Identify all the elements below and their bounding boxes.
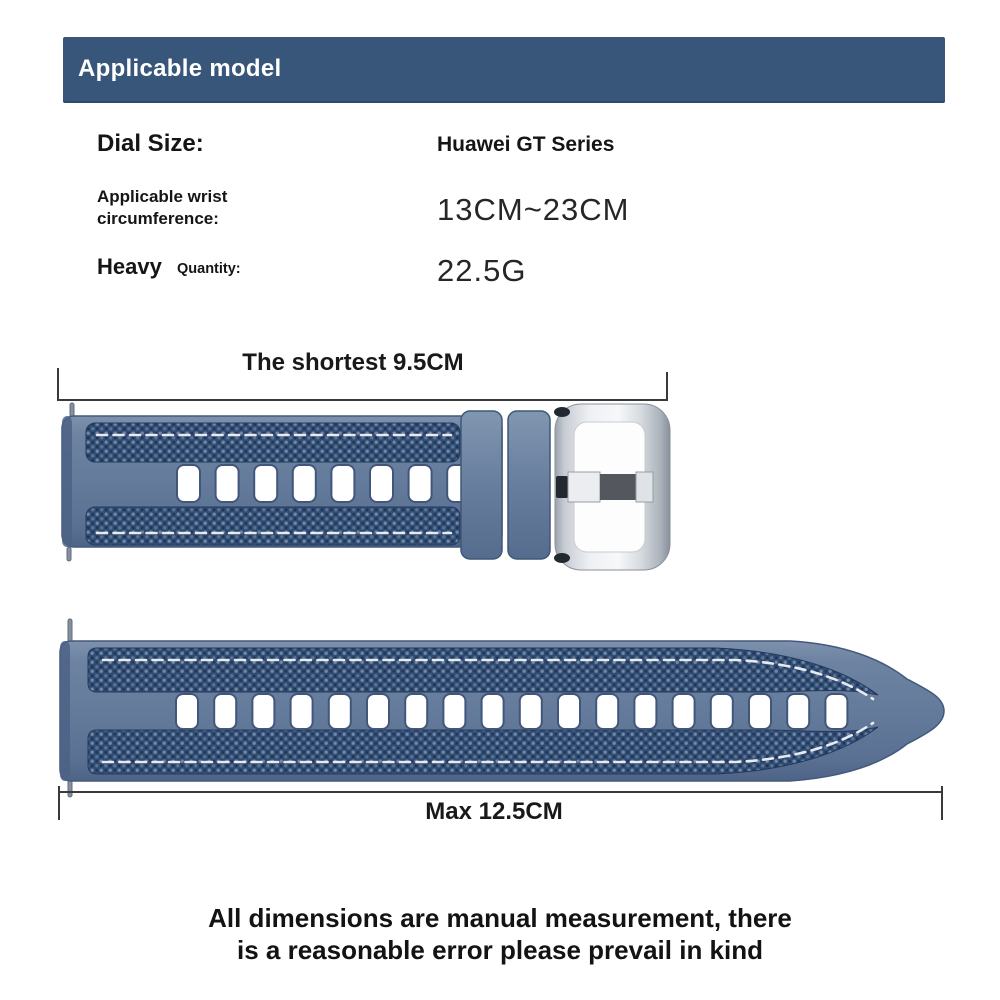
spring-bar-tip-top [68, 619, 72, 643]
strap-hole [409, 465, 432, 502]
strap-texture-upper [86, 423, 460, 462]
strap-hole [711, 694, 733, 729]
strap-hole [293, 465, 316, 502]
strap-texture-lower [88, 727, 878, 774]
spec-label-dial-size: Dial Size: [97, 130, 204, 157]
dimension-tick-right [941, 786, 943, 820]
spring-bar-tip-bottom [67, 547, 71, 561]
spec-value-dial-size: Huawei GT Series [437, 133, 615, 156]
spec-value-wrist-circumference: 13CM~23CM [437, 192, 630, 227]
buckle-prong-tip [636, 472, 653, 502]
buckle-prong-bar [600, 474, 636, 500]
buckle-pin-bottom [554, 553, 570, 563]
section-title: Applicable model [78, 55, 282, 82]
buckle [554, 404, 670, 570]
strap-hole [443, 694, 465, 729]
strap-hole [749, 694, 771, 729]
spec-sublabel-quantity: Quantity: [177, 261, 241, 277]
strap-left-edge-shade [60, 641, 70, 781]
dimension-tick-left [58, 786, 60, 820]
dimension-label-max: Max 12.5CM [425, 798, 563, 825]
strap-hole [787, 694, 809, 729]
buckle-pin-top [554, 407, 570, 417]
disclaimer-line-1: All dimensions are manual measurement, there [208, 903, 792, 933]
strap-hole [673, 694, 695, 729]
keeper-loop-first [461, 411, 502, 559]
spec-value-weight: 22.5G [437, 253, 527, 288]
strap-hole [252, 694, 274, 729]
disclaimer-line-2: is a reasonable error please prevail in kind [236, 934, 764, 965]
strap-hole [177, 465, 200, 502]
strap-hole [520, 694, 542, 729]
strap-texture-upper [88, 648, 878, 695]
strap-hole [405, 694, 427, 729]
keeper-loop-second [508, 411, 550, 559]
spec-label-wrist-circumference: Applicable wrist circumference: [97, 187, 228, 229]
strap-hole [596, 694, 618, 729]
long-strap-graphic [45, 615, 965, 815]
short-strap-graphic [50, 395, 680, 575]
spec-label-weight: Heavy [97, 254, 162, 279]
buckle-prong-slot [556, 476, 568, 498]
disclaimer-text [0, 903, 1000, 966]
strap-hole [482, 694, 504, 729]
strap-hole [558, 694, 580, 729]
strap-left-edge-shade [62, 416, 72, 547]
strap-hole [216, 465, 239, 502]
strap-hole [367, 694, 389, 729]
buckle-prong-base [568, 472, 600, 502]
strap-hole [329, 694, 351, 729]
strap-hole [331, 465, 354, 502]
section-header [63, 37, 945, 103]
dimension-line-max [58, 791, 943, 793]
strap-hole [825, 694, 847, 729]
strap-hole [291, 694, 313, 729]
strap-hole [176, 694, 198, 729]
dimension-label-shortest: The shortest 9.5CM [242, 349, 464, 376]
strap-hole [254, 465, 277, 502]
strap-hole [370, 465, 393, 502]
strap-hole [634, 694, 656, 729]
spring-bar-tip-top [70, 403, 74, 417]
strap-texture-lower [86, 507, 460, 545]
strap-hole [214, 694, 236, 729]
